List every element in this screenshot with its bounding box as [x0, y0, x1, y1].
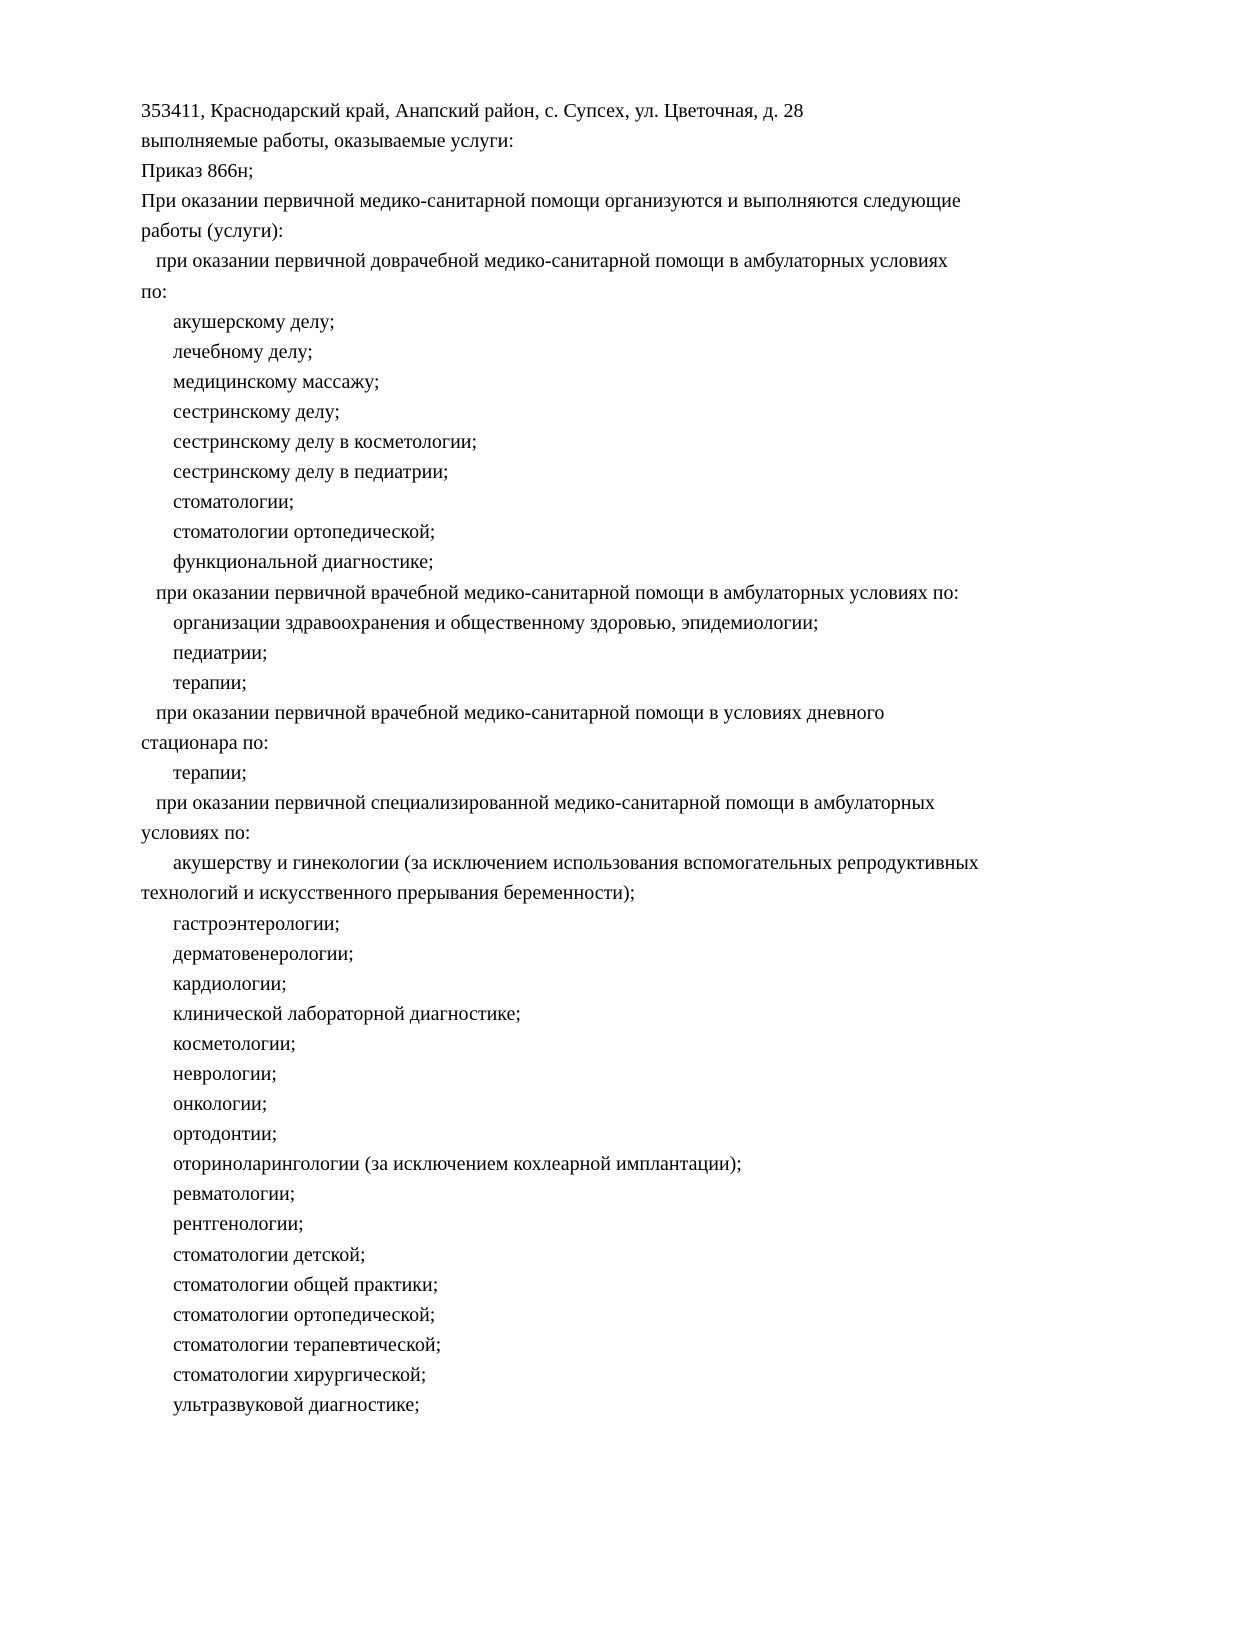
document-line: ультразвуковой диагностике; — [173, 1394, 420, 1417]
document-line: лечебному делу; — [173, 340, 313, 363]
document-line: дерматовенерологии; — [173, 942, 354, 965]
document-line: организации здравоохранения и общественному здоровью, эпидемиологии; — [173, 611, 819, 634]
document-line: гастроэнтерологии; — [173, 912, 340, 935]
document-line: терапии; — [173, 762, 247, 785]
document-line: стоматологии хирургической; — [173, 1363, 427, 1386]
document-line: ревматологии; — [173, 1183, 296, 1206]
document-line: при оказании первичной врачебной медико-санитарной помощи в условиях дневного — [156, 701, 885, 724]
document-line: стационара по: — [141, 731, 269, 754]
document-line: технологий и искусственного прерывания беременности); — [141, 882, 636, 905]
document-line: Приказ 866н; — [141, 160, 254, 183]
document-line: ортодонтии; — [173, 1123, 278, 1146]
document-line: сестринскому делу в косметологии; — [173, 431, 478, 454]
document-line: при оказании первичной врачебной медико-санитарной помощи в амбулаторных условиях по: — [156, 581, 960, 604]
document-line: выполняемые работы, оказываемые услуги: — [141, 130, 514, 153]
document-line: медицинскому массажу; — [173, 370, 380, 393]
document-line: стоматологии детской; — [173, 1243, 366, 1266]
document-line: акушерству и гинекологии (за исключением использования вспомогательных репродуктивных — [173, 852, 979, 875]
document-line: неврологии; — [173, 1063, 277, 1085]
document-line: условиях по: — [141, 822, 251, 845]
document-line: сестринскому делу в педиатрии; — [173, 461, 449, 484]
document-line: терапии; — [173, 671, 247, 694]
document-line: функциональной диагностике; — [173, 551, 434, 574]
document-line: акушерскому делу; — [173, 310, 335, 333]
document-line: онкологии; — [173, 1093, 268, 1116]
document-line: кардиологии; — [173, 972, 287, 995]
document-line: педиатрии; — [173, 641, 268, 664]
document-line: стоматологии ортопедической; — [173, 1303, 436, 1326]
document-line: клинической лабораторной диагностике; — [173, 1002, 521, 1025]
document-line: оториноларингологии (за исключением кохлеарной имплантации); — [173, 1153, 742, 1176]
document-line: работы (услуги): — [141, 220, 284, 243]
document-line: при оказании первичной доврачебной медико-санитарной помощи в амбулаторных условиях — [156, 250, 948, 273]
document-line: 353411, Краснодарский край, Анапский район, с. Супсех, ул. Цветочная, д. 28 — [141, 100, 804, 122]
document-line: по: — [141, 280, 168, 303]
document-line: при оказании первичной специализированной медико-санитарной помощи в амбулаторных — [156, 792, 935, 815]
document-line: стоматологии ортопедической; — [173, 521, 436, 544]
document-line: При оказании первичной медико-санитарной помощи организуются и выполняются следующие — [141, 190, 961, 213]
document-line: косметологии; — [173, 1032, 296, 1055]
document-line: сестринскому делу; — [173, 400, 340, 423]
document-line: стоматологии; — [173, 491, 295, 514]
document-line: стоматологии общей практики; — [173, 1273, 439, 1296]
document-text-block — [141, 96, 979, 1420]
document-line: рентгенологии; — [173, 1213, 304, 1236]
document-line: стоматологии терапевтической; — [173, 1333, 442, 1356]
